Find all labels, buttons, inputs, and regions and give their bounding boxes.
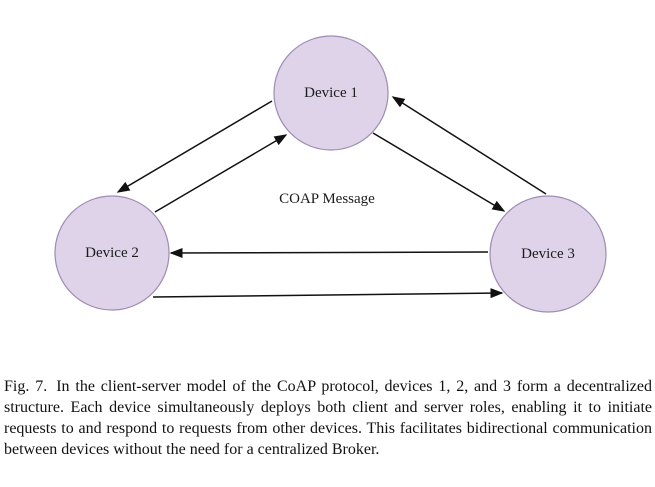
arrow-device2-to-device1 [155,135,286,212]
arrow-device3-to-device2 [171,252,488,253]
arrow-device2-to-device3 [153,293,502,297]
node-label-device2: Device 2 [85,245,139,261]
coap-message-label: COAP Message [279,191,375,207]
node-label-device3: Device 3 [521,246,575,262]
node-label-device1: Device 1 [304,85,358,101]
figure-number-label: Fig. 7. [4,378,48,395]
arrow-device1-to-device2 [118,101,272,192]
figure-caption-text: In the client-server model of the CoAP protocol, devices 1, 2, and 3 form a decentralized structure. Each device simultaneously deploys both client and server roles, enabling it to initiate requests to and respond to requests from other devices. This facilitates bidirectional communication between devices without the need for a centralized Broker. [4,378,653,458]
arrow-device3-to-device1 [393,97,546,194]
arrow-device1-to-device3 [373,133,504,211]
figure-caption [4,376,652,460]
